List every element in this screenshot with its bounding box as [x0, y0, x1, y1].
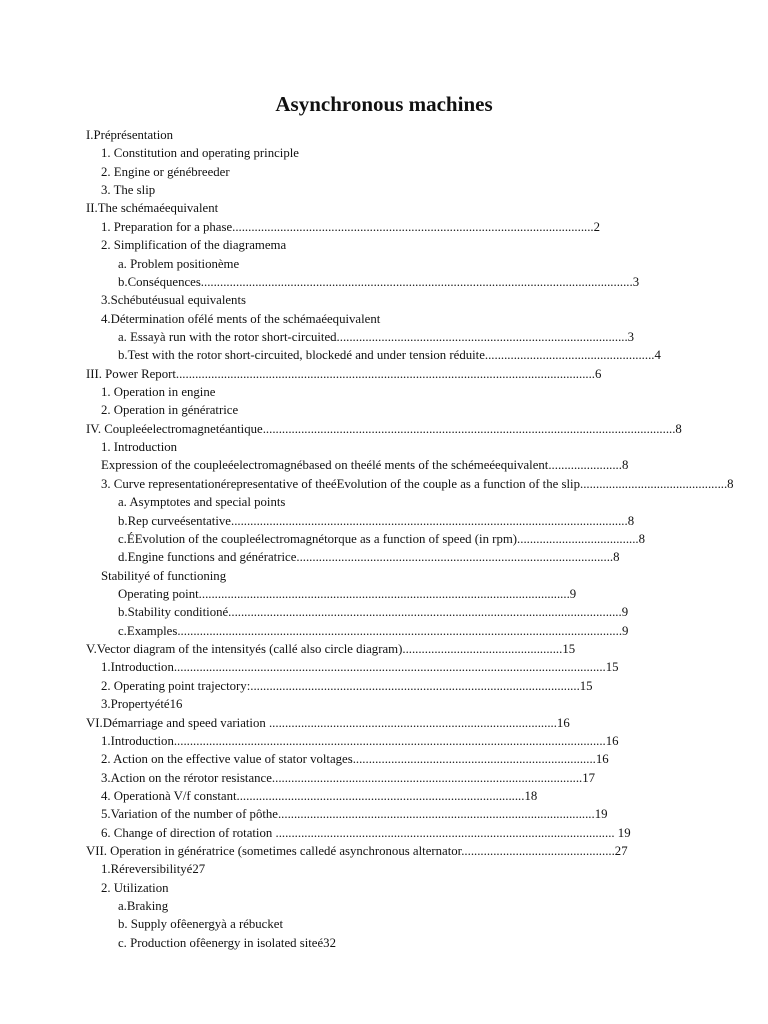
toc-entry: b.Conséquences.......................................................................................................................................3 — [118, 274, 640, 289]
toc-entry: 4. Operationà V/f constant..........................................................................................18 — [101, 788, 538, 803]
toc-entry: b. Supply ofêenergyà a rébucket — [118, 917, 283, 932]
toc-entry: VII. Operation in génératrice (sometimes calledé asynchronous alternator................................................27 — [86, 844, 628, 859]
toc-entry: c.Examples...........................................................................................................................................9 — [118, 623, 629, 638]
toc-entry: 3. Curve representationérepresentative of theéEvolution of the couple as a function of the slip..............................................8 — [101, 476, 734, 491]
toc-entry: d.Engine functions and génératrice...................................................................................................8 — [118, 550, 620, 565]
toc-entry: 1.Réreversibilityé27 — [101, 862, 206, 877]
toc-entry: a. Asymptotes and special points — [118, 495, 286, 510]
toc-entry: 1.Introduction.......................................................................................................................................15 — [101, 660, 619, 675]
toc-entry: III. Power Report...................................................................................................................................6 — [86, 366, 602, 381]
toc-entry: a. Essayà run with the rotor short-circuited...........................................................................................3 — [118, 329, 635, 344]
toc-entry: 3. The slip — [101, 183, 156, 198]
toc-entry: c. Production ofêenergy in isolated siteé32 — [118, 935, 336, 950]
toc-entry: 1. Preparation for a phase.................................................................................................................2 — [101, 219, 601, 234]
toc-entry: 3.Action on the rérotor resistance.................................................................................................17 — [101, 770, 596, 785]
document-title: Asynchronous machines — [275, 92, 493, 116]
toc-entry: 1. Operation in engine — [101, 385, 216, 400]
toc-entry: VI.Démarriage and speed variation ..........................................................................................16 — [86, 715, 570, 730]
toc-entry: 2. Simplification of the diagramema — [101, 238, 287, 253]
table-of-contents — [86, 126, 736, 952]
toc-entry: a.Braking — [118, 899, 169, 914]
toc-entry: Operating point....................................................................................................................9 — [118, 586, 577, 601]
toc-entry: c.ÉEvolution of the coupleélectromagnétorque as a function of speed (in rpm)......................................8 — [118, 531, 646, 546]
toc-entry: I.Préprésentation — [86, 128, 174, 142]
toc-entry: Expression of the coupleéelectromagnébased on theélé ments of the schémeéequivalent.......................8 — [101, 458, 629, 473]
toc-entry: 2. Engine or génébreeder — [101, 164, 230, 179]
toc-entry: 3.Propertyété16 — [101, 697, 183, 712]
toc-entry: V.Vector diagram of the intensityés (callé also circle diagram)..................................................15 — [86, 642, 576, 657]
toc-entry: 3.Schébutéusual equivalents — [101, 293, 246, 308]
toc-entry: 2. Operation in génératrice — [101, 403, 239, 418]
toc-entry: Stabilityé of functioning — [101, 568, 227, 583]
toc-entry: b.Test with the rotor short-circuited, blockedé and under tension réduite.....................................................4 — [118, 348, 661, 363]
toc-entry: a. Problem positionème — [118, 256, 240, 271]
toc-entry: b.Stability conditioné...........................................................................................................................9 — [118, 605, 629, 620]
toc-entry: 2. Action on the effective value of stator voltages............................................................................16 — [101, 752, 609, 767]
toc-entry: 6. Change of direction of rotation .......................................................................................................... 19 — [101, 825, 631, 840]
toc-entry: IV. Coupleéelectromagnetéantique.................................................................................................................................8 — [86, 421, 682, 436]
toc-entry: 1. Constitution and operating principle — [101, 146, 299, 161]
toc-entry: b.Rep curveésentative............................................................................................................................8 — [118, 513, 635, 528]
toc-entry: 2. Operating point trajectory:.......................................................................................................15 — [101, 678, 593, 693]
toc-entry: 1.Introduction.......................................................................................................................................16 — [101, 733, 619, 748]
toc-entry: 1. Introduction — [101, 440, 178, 455]
toc-entry: 2. Utilization — [101, 880, 169, 895]
toc-entry: 4.Détermination ofélé ments of the schémaéequivalent — [101, 311, 381, 326]
toc-entry: 5.Variation of the number of pôthe...................................................................................................19 — [101, 807, 608, 822]
toc-entry: II.The schémaéequivalent — [86, 201, 219, 216]
